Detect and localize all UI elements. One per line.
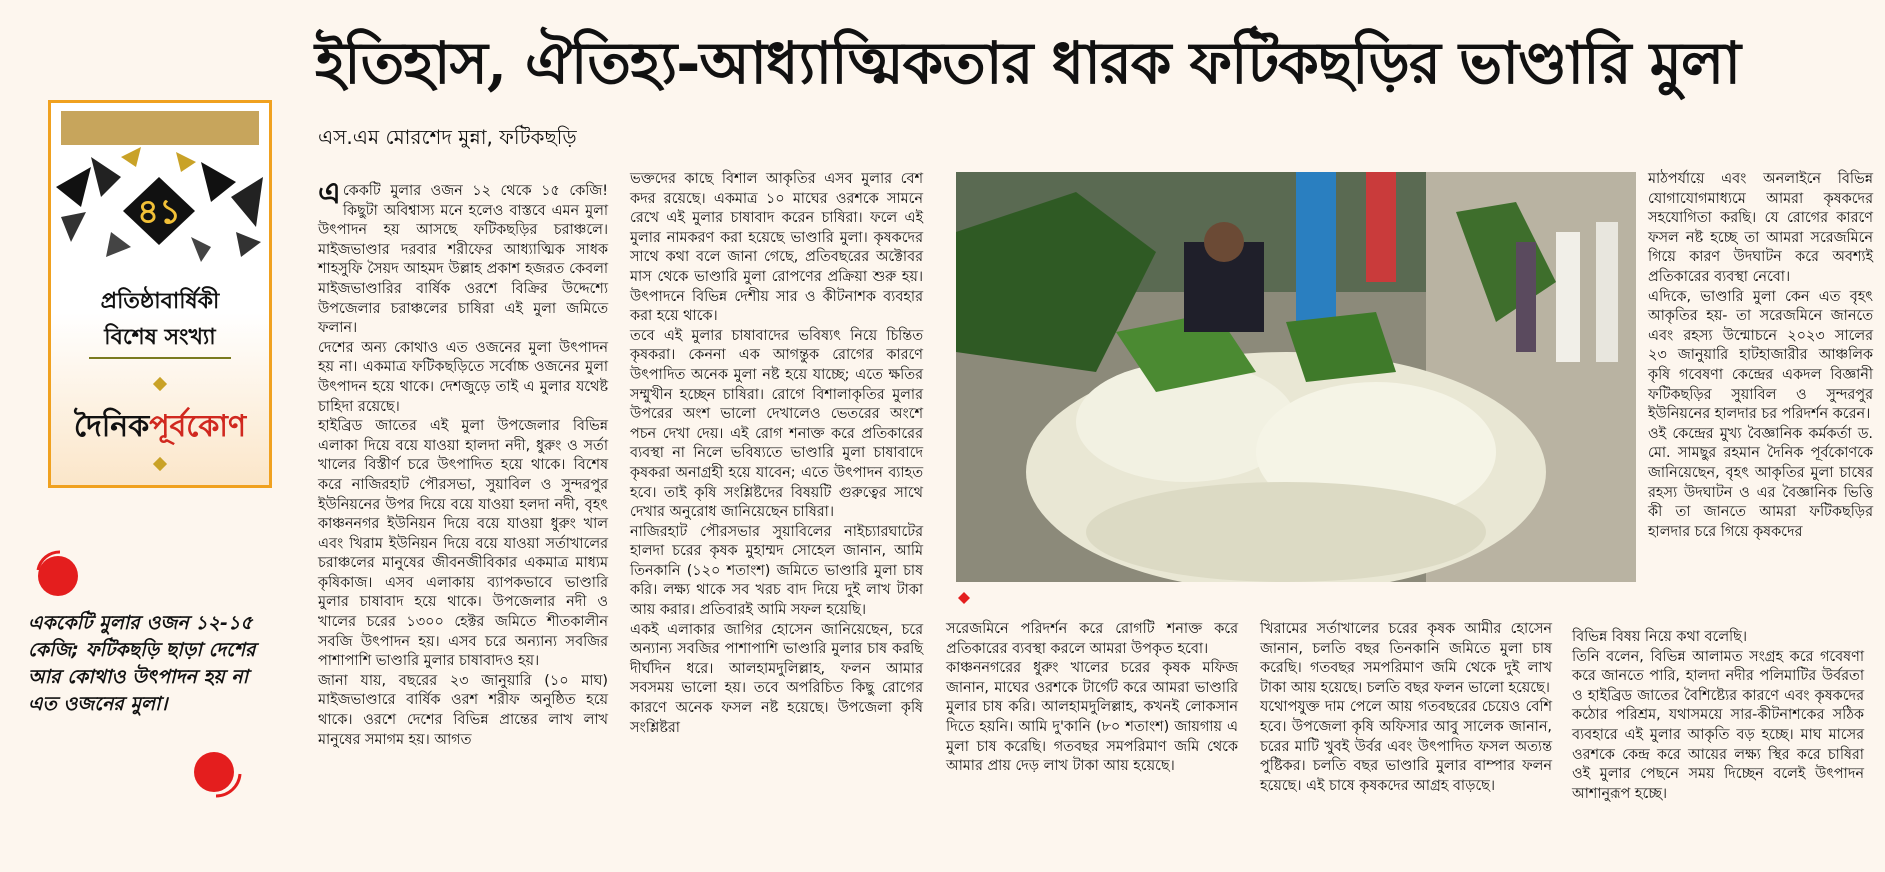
badge-divider — [89, 357, 231, 359]
paragraph: যথোপযুক্ত দাম পেলে আয় গতবছরের চেয়েও বেশি হবে। উপজেলা কৃষি অফিসার আবু সালেক জানান, চরের মাটি খুবই উর্বর এবং উৎপাদিত ফসল অত্যন্ত পুষ্টিকর। চলতি বছর ভাণ্ডারি মুলার বাম্পার ফলন হয়েছে। এই চাষে কৃষকদের আগ্রহ বাড়ছে। — [1260, 699, 1552, 794]
paragraph: খিরামের সর্তাখালের চরের কৃষক আমীর হোসেন জানান, চলতি বছর তিনকানি জমিতে মুলা চাষ করেছি। গতবছর সমপরিমাণ জমি থেকে দুই লাখ টাকা আয় হয়েছে। চলতি বছর ফলন ভালো হয়েছে। — [1260, 621, 1552, 696]
anniversary-number: ৪১ — [136, 192, 182, 232]
paragraph: বিভিন্ন বিষয় নিয়ে কথা বলেছি। — [1572, 629, 1748, 645]
diamond-ornament-icon — [153, 377, 167, 391]
paragraph: ওই কেন্দ্রের মুখ্য বৈজ্ঞানিক কর্মকর্তা ড. মো. সামছুর রহমান দৈনিক পূর্বকোণকে জানিয়েছেন, বৃহৎ আকৃতির মুলা চাষের রহস্য উদঘাটন ও এর বৈজ্ঞানিক ভিত্তি কী তা জানতে আমরা ফটিকছড়ির হালদার চরে গিয়ে কৃষকদের — [1648, 425, 1873, 540]
paragraph-text: কেকটি মুলার ওজন ১২ থেকে ১৫ কেজি! কিছুটা অবিশ্বাস্য মনে হলেও বাস্তবে এমন মুলা উৎপাদন হয় আসছে ফটিকছড়ির চরাঞ্চলে। মাইজভাণ্ডার দরবার শরীফের আধ্যাত্মিক সাধক শাহসুফি সৈয়দ আহমদ উল্লাহ প্রকাশ হজরত কেবলা মাইজভাণ্ডারির বার্ষিক ওরশে বিক্রির উদ্দেশ্যে উপজেলার চরাঞ্চলের চাষিরা এই মুলা জমিতে ফলান। — [318, 183, 608, 337]
byline: এস.এম মোরশেদ মুন্না, ফটিকছড়ি — [318, 125, 577, 149]
anniversary-badge — [48, 100, 272, 488]
badge-label-special-issue: বিশেষ সংখ্যা — [104, 325, 216, 350]
logo-part-purbokone: পূর্বকোণ — [149, 409, 247, 444]
paragraph: সরেজমিনে পরিদর্শন করে রোগটি শনাক্ত করে প্রতিকারের ব্যবস্থা করলে আমরা উপকৃত হবো। — [946, 621, 1238, 657]
paragraph: তিনি বলেন, বিভিন্ন আলামত সংগ্রহ করে গবেষণা করে জানতে পারি, হালদা নদীর পলিমাটির উর্বরতা ও হাইব্রিড জাতের বৈশিষ্ট্যের কারণে এবং কৃষকদের কঠোর পরিশ্রম, যথাসময়ে সার-কীটনাশকের সঠিক ব্যবহারে এই মুলার আকৃতি বড় হচ্ছে। মাঘ মাসের ওরশকে কেন্দ্র করে আয়ের লক্ষ্য স্থির করে চাষিরা ওই মুলার পেছনে সময় দিচ্ছেন বলেই উৎপাদন আশানুরূপ হচ্ছে। — [1572, 648, 1864, 802]
red-diamond-marker-icon — [958, 592, 970, 604]
headline: ইতিহাস, ঐতিহ্য-আধ্যাত্মিকতার ধারক ফটিকছড়ির ভাণ্ডারি মুলা — [315, 29, 1741, 97]
drop-cap: এ — [318, 176, 341, 211]
red-dot-ornament-icon — [188, 744, 244, 800]
article-column-2 — [630, 170, 923, 738]
paragraph: নাজিরহাট পৌরসভার সুয়াবিলের নাইচ্যারঘাটের হালদা চরের কৃষক মুহাম্মদ সোহেল জানান, আমি তিনকানি (১২০ শতাংশ) জমিতে ভাণ্ডারি মুলা চাষ করি। লক্ষ্য থাকে সব খরচ বাদ দিয়ে দুই লাখ টাকা আয় করার। প্রতিবারই আমি সফল হয়েছি। — [630, 523, 923, 619]
anniversary-number-emblem — [121, 175, 197, 247]
paragraph: কাঞ্চননগরের ধুরুং খালের চরের কৃষক মফিজ জানান, মাঘের ওরশকে টার্গেট করে আমরা ভাণ্ডারি মুলার চাষ করি। আলহামদুলিল্লাহ, কখনই লোকসান দিতে হয়নি। আমি দু'কানি (৮০ শতাংশ) জায়গায় এ মুলা চাষ করেছি। গতবছর সমপরিমাণ জমি থেকে আমার প্রায় দেড় লাখ টাকা আয় হয়েছে। — [946, 660, 1238, 775]
pull-quote: এককেটি মুলার ওজন ১২-১৫ কেজি; ফটিকছড়ি ছাড়া দেশের আর কোথাও উৎপাদন হয় না এত ওজনের মুলা। — [28, 612, 256, 715]
paragraph: একই এলাকার জাগির হোসেন জানিয়েছেন, চরে অন্যান্য সবজির পাশাপাশি ভাণ্ডারি মুলার চাষ করছি দীর্ঘদিন ধরে। আলহামদুলিল্লাহ, ফলন আমার সবসময় ভালো হয়। তবে অপরিচিত কিছু রোগের কারণে অনেক ফসল নষ্ট হয়েছে। উপজেলা কৃষি সংশ্লিষ্টরা — [630, 621, 923, 736]
paragraph: দেশের অন্য কোথাও এত ওজনের মুলা উৎপাদন হয় না। একমাত্র ফটিকছড়িতে সর্বোচ্চ ওজনের মুলা উৎপাদন হয়ে থাকে। দেশজুড়ে তাই এ মুলার যথেষ্ট চাহিদা রয়েছে। — [318, 339, 608, 415]
article-column-1 — [318, 176, 608, 750]
paragraph — [318, 176, 608, 339]
logo-part-dainik: দৈনিক — [73, 409, 150, 444]
paragraph: তবে এই মুলার চাষাবাদের ভবিষ্যৎ নিয়ে চিন্তিত কৃষকরা। কেননা এক আগন্তুক রোগের কারণে উৎপাদিত অনেক মুলা নষ্ট হয়ে যাচ্ছে; এতে ক্ষতির সম্মুখীন হচ্ছেন চাষিরা। রোগে বিশালাকৃতির মুলার উপরের অংশ ভালো দেখালেও ভেতরের অংশে পচন দেখা দেয়। এই রোগ শনাক্ত করে প্রতিকারের ব্যবস্থা না নিলে ভবিষ্যতে ভাণ্ডারি মুলা চাষাবাদে কৃষকরা অনাগ্রহী হয়ে যাবেন; এতে উৎপাদন ব্যাহত হবে। তাই কৃষি সংশ্লিষ্টদের বিষয়টি গুরুত্বের সাথে দেখার অনুরোধ জানিয়েছেন চাষিরা। — [630, 327, 923, 521]
paragraph: ভক্তদের কাছে বিশাল আকৃতির এসব মুলার বেশ কদর রয়েছে। একমাত্র ১০ মাঘের ওরশকে সামনে রেখে এই মুলার চাষাবাদ করেন চাষিরা। ফলে এই মুলার নামকরণ করা হয়েছে ভাণ্ডারি মুলা। কৃষকদের সাথে কথা বলে জানা গেছে, প্রতিবছরের অক্টোবর মাস থেকে ভাণ্ডারি মুলা রোপণের প্রক্রিয়া শুরু হয়। উৎপাদনে বিভিন্ন দেশীয় সার ও কীটনাশক ব্যবহার করা হয়ে থাকে। — [630, 171, 923, 325]
article-column-5 — [1572, 628, 1864, 804]
article-column-4 — [1260, 620, 1552, 796]
paragraph: হাইব্রিড জাতের এই মুলা উপজেলার বিভিন্ন এলাকা দিয়ে বয়ে যাওয়া হালদা নদী, ধুরুং ও সর্তা খালের বিস্তীর্ণ চরে উৎপাদিত হয়ে থাকে। বিশেষ করে নাজিরহাট পৌরসভা, সুয়াবিল ও সুন্দরপুর ইউনিয়নের উপর দিয়ে বয়ে যাওয়া হলদা নদী, বৃহৎ কাঞ্চননগর ইউনিয়ন দিয়ে বয়ে যাওয়া ধুরুং খাল এবং খিরাম ইউনিয়ন দিয়ে বয়ে যাওয়া সর্তাখালের চরাঞ্চলের মানুষের জীবনজীবিকার একমাত্র মাধ্যম কৃষিকাজ। এসব এলাকায় ব্যাপকভাবে ভাণ্ডারি মুলার চাষাবাদ হয়ে থাকে। উপজেলার নদী ও খালের চরের ১৩০০ হেক্টর জমিতে শীতকালীন সবজি উৎপাদন হয়। এসব চরে অন্যান্য সবজির পাশাপাশি ভাণ্ডারি মুলার চাষাবাদও হয়। — [318, 418, 608, 670]
paragraph: মাঠপর্যায়ে এবং অনলাইনে বিভিন্ন যোগাযোগমাধ্যমে আমরা কৃষকদের সহযোগিতা করছি। যে রোগের কারণে ফসল নষ্ট হচ্ছে তা আমরা সরেজমিনে গিয়ে কারণ উদঘাটন করে অবশ্যই প্রতিকারের ব্যবস্থা নেবো। — [1648, 171, 1873, 285]
paragraph: এদিকে, ভাণ্ডারি মুলা কেন এত বৃহৎ আকৃতির হয়- তা সরেজমিনে জানতে এবং রহস্য উন্মোচনে ২০২৩ সালের ২৩ জানুয়ারি হাটহাজারীর আঞ্চলিক কৃষি গবেষণা কেন্দ্রের একদল বিজ্ঞানী ফটিকছড়ির সুয়াবিল ও সুন্দরপুর ইউনিয়নের হালদার চর পরিদর্শন করেন। — [1648, 288, 1873, 423]
radish-market-photo — [956, 172, 1636, 582]
red-dot-ornament-icon — [30, 548, 82, 600]
article-column-3 — [946, 620, 1238, 777]
paragraph: জানা যায়, বছরের ২৩ জানুয়ারি (১০ মাঘ) মাইজভাণ্ডারে বার্ষিক ওরশ শরীফ অনুষ্ঠিত হয়ে থাকে। ওরশে দেশের বিভিন্ন প্রান্তের লাখ লাখ মানুষের সমাগম হয়। আগত — [318, 672, 608, 748]
diamond-ornament-icon — [153, 457, 167, 471]
article-column-6 — [1648, 170, 1873, 542]
badge-header-bar — [61, 111, 259, 145]
badge-label-anniversary: প্রতিষ্ঠাবার্ষিকী — [100, 289, 220, 314]
newspaper-logo — [51, 407, 269, 447]
